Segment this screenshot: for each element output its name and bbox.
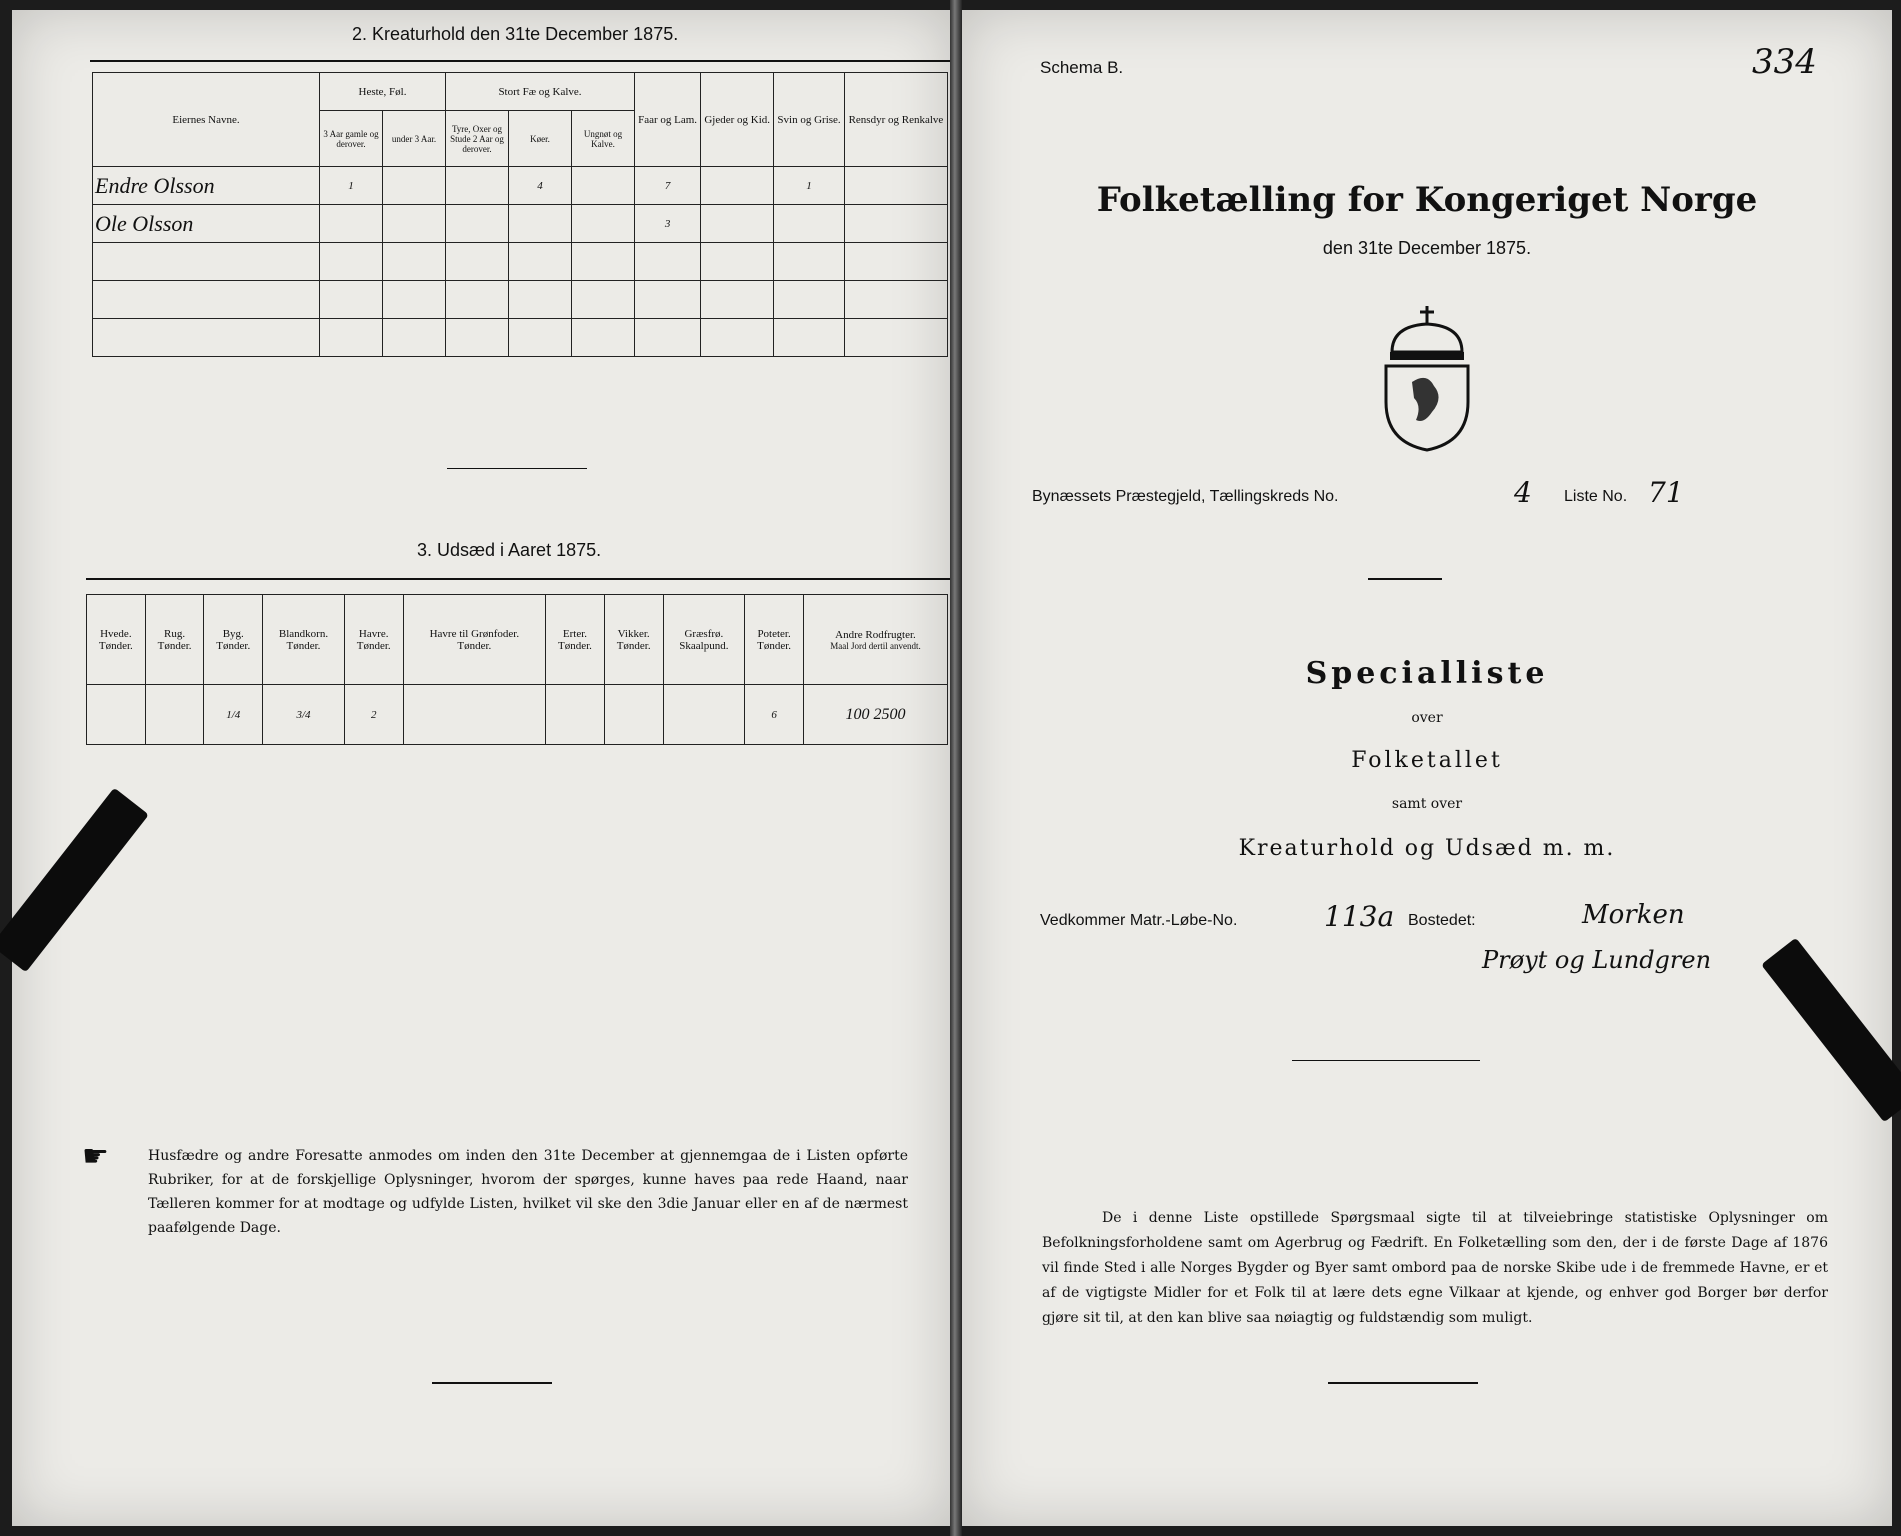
cell xyxy=(774,205,845,243)
seed-table xyxy=(86,594,948,745)
cell xyxy=(87,685,146,745)
main-title: Folketælling for Kongeriget Norge xyxy=(1096,180,1758,220)
cell xyxy=(403,685,546,745)
ungnot-header: Ungnøt og Kalve. xyxy=(572,111,635,167)
heste-3aar-header: 3 Aar gamle og derover. xyxy=(320,111,383,167)
owner-header: Eiernes Navne. xyxy=(93,73,320,167)
seed-header: Vikker. Tønder. xyxy=(604,595,663,685)
seed-header: Andre Rodfrugter. Maal Jord dertil anvendt. xyxy=(803,595,947,685)
stort-fae-header: Stort Fæ og Kalve. xyxy=(446,73,635,111)
schema-label: Schema B. xyxy=(1040,58,1124,77)
samt-over-label: samt over xyxy=(1391,796,1463,812)
cell xyxy=(663,685,745,745)
heste-header: Heste, Føl. xyxy=(320,73,446,111)
owner-name: Endre Olsson xyxy=(93,167,320,205)
left-page xyxy=(12,10,950,1526)
bostedet-label: Bostedet: xyxy=(1408,912,1476,929)
bostedet-value2: Prøyt og Lundgren xyxy=(1482,946,1712,974)
cell xyxy=(320,205,383,243)
rensdyr-header: Rensdyr og Renkalve xyxy=(844,73,947,167)
book-spine xyxy=(950,0,962,1536)
seed-header: Blandkorn. Tønder. xyxy=(263,595,345,685)
heste-under-header: under 3 Aar. xyxy=(383,111,446,167)
cell: 1/4 xyxy=(204,685,263,745)
liste-label: Liste No. xyxy=(1564,488,1628,505)
date-line: den 31te December 1875. xyxy=(1322,238,1532,258)
notice-text: Husfædre og andre Foresatte anmodes om inden den 31te December at gjennemgaa de i Listen opførte Rubriker, for at de forskjellige Oplysninger, hvorom der spørges, kunne haves paa rede Haand, naar Tælleren kommer for at modtage og udfylde Listen, hvilket vil ske den 3die Januar eller en af de nærmest paafølgende Dage. xyxy=(148,1148,908,1236)
kreaturhold-label: Kreaturhold og Udsæd m. m. xyxy=(1238,836,1616,861)
cell: 3/4 xyxy=(263,685,345,745)
table-row xyxy=(93,167,948,205)
seed-header: Havre til Grønfoder. Tønder. xyxy=(403,595,546,685)
seed-header: Græsfrø. Skaalpund. xyxy=(663,595,745,685)
cell: 7 xyxy=(635,167,701,205)
livestock-table xyxy=(92,72,948,357)
cell xyxy=(446,205,509,243)
fyre-header: Tyre, Oxer og Stude 2 Aar og derover. xyxy=(446,111,509,167)
seed-header: Erter. Tønder. xyxy=(546,595,605,685)
right-page xyxy=(962,10,1892,1526)
cell xyxy=(446,167,509,205)
cell: 3 xyxy=(635,205,701,243)
bostedet-value: Morken xyxy=(1582,900,1685,930)
seed-header: Havre. Tønder. xyxy=(344,595,403,685)
liste-number: 71 xyxy=(1648,476,1684,509)
cell xyxy=(145,685,204,745)
pointing-hand-icon: ☛ xyxy=(82,1139,109,1174)
cell xyxy=(509,205,572,243)
matr-number: 113a xyxy=(1324,900,1395,933)
cell: 1 xyxy=(320,167,383,205)
cell: 6 xyxy=(745,685,804,745)
page-number: 334 xyxy=(1752,42,1817,82)
matr-label: Vedkommer Matr.-Løbe-No. xyxy=(1040,912,1238,929)
coat-of-arms-icon xyxy=(1372,302,1482,452)
table-row xyxy=(93,205,948,243)
seed-header: Poteter. Tønder. xyxy=(745,595,804,685)
cell xyxy=(572,167,635,205)
over-label: over xyxy=(1411,710,1443,726)
faar-header: Faar og Lam. xyxy=(635,73,701,167)
cell xyxy=(844,167,947,205)
section2-title: 2. Kreaturhold den 31te December 1875. xyxy=(352,24,679,44)
seed-header: Rug. Tønder. xyxy=(145,595,204,685)
cell xyxy=(701,205,774,243)
district-label: Bynæssets Præstegjeld, Tællingskreds No. xyxy=(1032,488,1339,505)
svin-header: Svin og Grise. xyxy=(774,73,845,167)
cell xyxy=(546,685,605,745)
cell xyxy=(844,205,947,243)
gjeder-header: Gjeder og Kid. xyxy=(701,73,774,167)
cell: 1 xyxy=(774,167,845,205)
cell: 100 2500 xyxy=(803,685,947,745)
cell: 4 xyxy=(509,167,572,205)
cell xyxy=(383,167,446,205)
seed-header: Hvede. Tønder. xyxy=(87,595,146,685)
specialliste-title: Specialliste xyxy=(1305,656,1549,691)
table-row xyxy=(87,685,948,745)
footer-text: De i denne Liste opstillede Spørgsmaal sigte til at tilveiebringe statistiske Oplysninger om Befolkningsforholdene samt om Agerbrug og Fædrift. En Folketælling som den, der i de første Dage af 1876 vil finde Sted i alle Norges Bygder og Byer samt ombord paa de norske Skibe ude i de fremmede Havne, er et af de vigtigste Midler for et Folk til at lære dets egne Vilkaar at kjende, og enhver god Borger bør derfor gjøre sit til, at den kan blive saa nøiagtig og fuldstændig som muligt. xyxy=(1042,1210,1828,1326)
seed-header: Byg. Tønder. xyxy=(204,595,263,685)
cell xyxy=(572,205,635,243)
cell xyxy=(383,205,446,243)
cell xyxy=(604,685,663,745)
cell: 2 xyxy=(344,685,403,745)
koer-header: Køer. xyxy=(509,111,572,167)
section3-title: 3. Udsæd i Aaret 1875. xyxy=(417,540,602,560)
cell xyxy=(701,167,774,205)
district-number: 4 xyxy=(1514,476,1532,509)
folketallet-label: Folketallet xyxy=(1351,748,1503,773)
owner-name: Ole Olsson xyxy=(93,205,320,243)
